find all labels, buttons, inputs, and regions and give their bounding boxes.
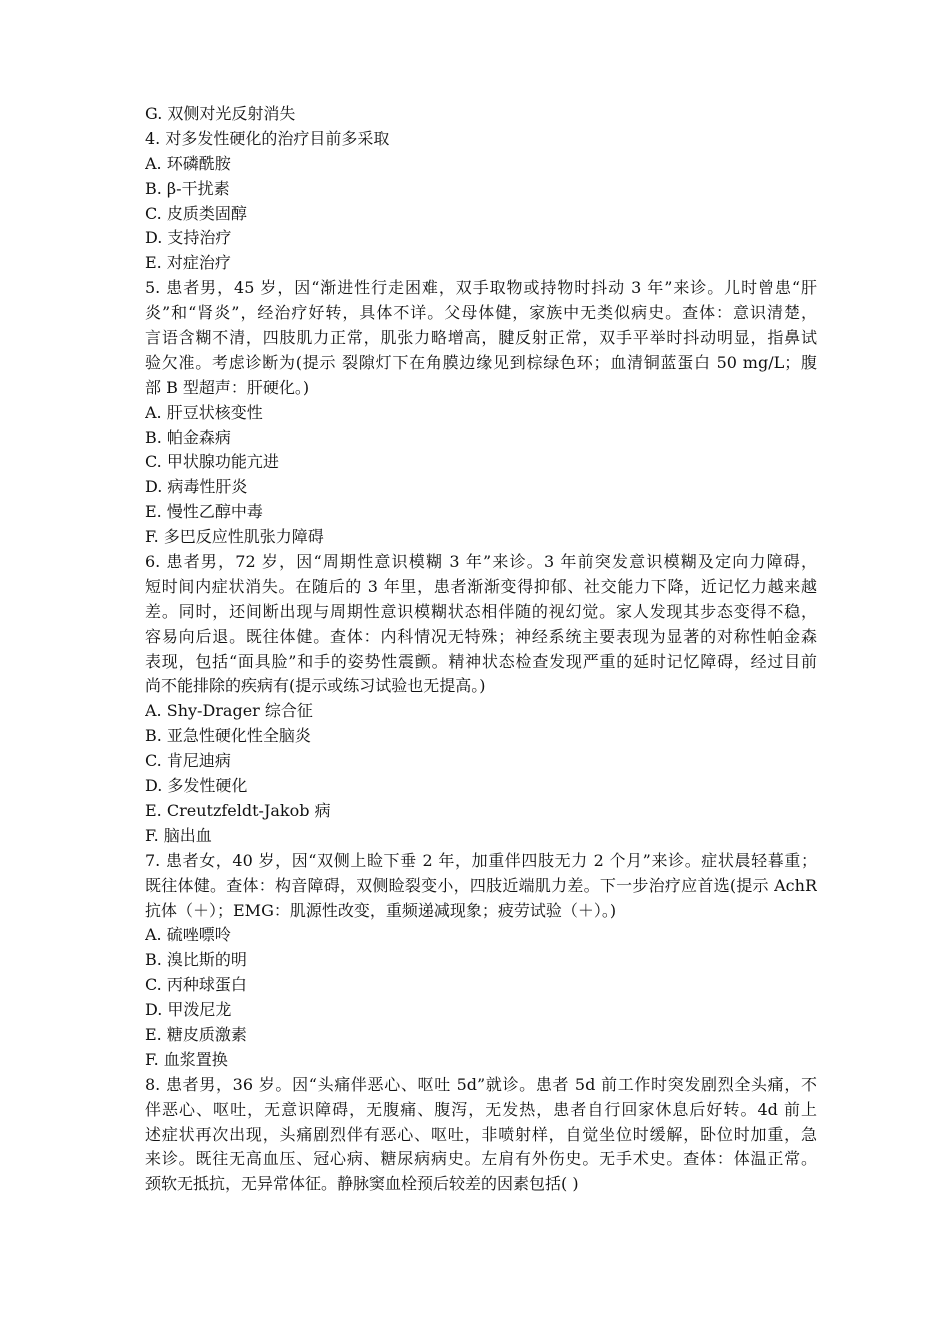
question-6-line: 差。同时，还间断出现与周期性意识模糊状态相伴随的视幻觉。家人发现其步态变得不稳，: [145, 601, 817, 621]
question-4: 4. 对多发性硬化的治疗目前多采取: [145, 128, 390, 148]
option-a-q5: A. 肝豆状核变性: [145, 402, 263, 422]
option-a-q7: A. 硫唑嘌呤: [145, 925, 231, 945]
question-5: [145, 276, 817, 400]
option-f-q6: F. 脑出血: [145, 825, 212, 845]
option-d-q7: D. 甲泼尼龙: [145, 1000, 232, 1020]
option-c-q5: C. 甲状腺功能亢进: [145, 452, 279, 472]
question-6-line: 表现，包括“面具脸”和手的姿势性震颤。精神状态检查发现严重的延时记忆障碍，经过目前: [145, 651, 817, 671]
question-8: [145, 1073, 817, 1197]
question-5-line: 炎”和“肾炎”，经治疗好转，具体不详。父母体健，家族中无类似病史。查体：意识清楚，: [145, 303, 817, 323]
option-e-q6: E. Creutzfeldt-Jakob 病: [145, 800, 331, 820]
question-8-line: 来诊。既往无高血压、冠心病、糖尿病病史。左肩有外伤史。无手术史。查体：体温正常。: [145, 1149, 817, 1169]
document-body: [145, 102, 817, 1197]
option-g-q3: G. 双侧对光反射消失: [145, 104, 296, 123]
option-a-q6: A. Shy-Drager 综合征: [145, 701, 313, 721]
option-c-q4: C. 皮质类固醇: [145, 203, 247, 223]
question-7-line: 抗体（＋）；EMG：肌源性改变，重频递减现象；疲劳试验（＋）。): [145, 900, 617, 920]
option-e-q7: E. 糖皮质激素: [145, 1024, 247, 1044]
question-8-line: 伴恶心、呕吐，无意识障碍，无腹痛、腹泻，无发热，患者自行回家休息后好转。4d 前上: [145, 1099, 817, 1119]
option-e-q4: E. 对症治疗: [145, 253, 231, 273]
option-d-q5: D. 病毒性肝炎: [145, 477, 248, 497]
option-b-q4: B. β-干扰素: [145, 178, 230, 198]
option-b-q6: B. 亚急性硬化性全脑炎: [145, 726, 311, 746]
option-c-q6: C. 肯尼迪病: [145, 751, 231, 771]
question-8-line: 8. 患者男，36 岁。因“头痛伴恶心、呕吐 5d”就诊。患者 5d 前工作时突发剧烈全头痛，不: [145, 1074, 817, 1094]
question-5-line: 5. 患者男，45 岁，因“渐进性行走困难，双手取物或持物时抖动 3 年”来诊。儿时曾患“肝: [145, 278, 817, 298]
question-6: [145, 550, 817, 699]
question-6-line: 尚不能排除的疾病有(提示或练习试验也无提高。): [145, 676, 486, 696]
option-d-q6: D. 多发性硬化: [145, 776, 248, 796]
option-c-q7: C. 丙种球蛋白: [145, 975, 247, 995]
question-8-line: 述症状再次出现，头痛剧烈伴有恶心、呕吐，非喷射样，自觉坐位时缓解，卧位时加重，急: [145, 1124, 817, 1144]
question-5-line: 部 B 型超声：肝硬化。): [145, 377, 310, 397]
question-5-line: 验欠准。考虑诊断为(提示 裂隙灯下在角膜边缘见到棕绿色环；血清铜蓝蛋白 50 mg/L；腹: [145, 352, 817, 372]
question-5-line: 言语含糊不清，四肢肌力正常，肌张力略增高，腱反射正常，双手平举时抖动明显，指鼻试: [145, 328, 817, 348]
option-b-q7: B. 溴比斯的明: [145, 950, 247, 970]
question-8-line: 颈软无抵抗，无异常体征。静脉窦血栓预后较差的因素包括( ): [145, 1174, 579, 1194]
question-7: [145, 849, 817, 924]
question-7-line: 既往体健。查体：构音障碍，双侧睑裂变小，四肢近端肌力差。下一步治疗应首选(提示 AchR: [145, 875, 817, 895]
question-7-line: 7. 患者女，40 岁，因“双侧上睑下垂 2 年，加重伴四肢无力 2 个月”来诊。症状晨轻暮重；: [145, 850, 817, 870]
question-6-line: 容易向后退。既往体健。查体：内科情况无特殊；神经系统主要表现为显著的对称性帕金森: [145, 626, 817, 646]
option-f-q5: F. 多巴反应性肌张力障碍: [145, 527, 324, 547]
option-e-q5: E. 慢性乙醇中毒: [145, 502, 263, 522]
question-6-line: 6. 患者男，72 岁，因“周期性意识模糊 3 年”来诊。3 年前突发意识模糊及定向力障碍，: [145, 552, 817, 572]
option-d-q4: D. 支持治疗: [145, 228, 232, 248]
option-f-q7: F. 血浆置换: [145, 1049, 228, 1069]
option-b-q5: B. 帕金森病: [145, 427, 231, 447]
question-6-line: 短时间内症状消失。在随后的 3 年里，患者渐渐变得抑郁、社交能力下降，近记忆力越来越: [145, 576, 817, 596]
option-a-q4: A. 环磷酰胺: [145, 153, 231, 173]
